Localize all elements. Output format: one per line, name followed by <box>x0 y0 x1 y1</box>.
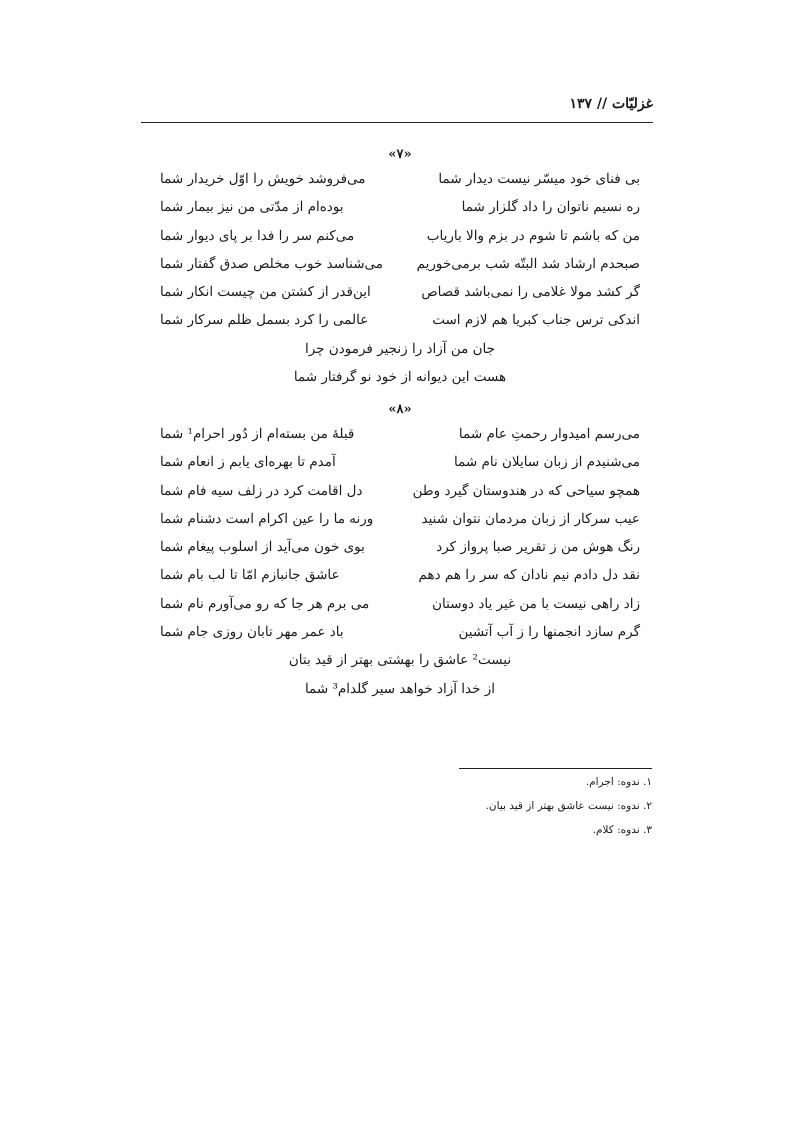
hemistich-right: عیب سرکار از زبان مردمان نتوان شنید <box>421 510 640 527</box>
couplet <box>160 165 640 193</box>
hemistich-left: آمدم تا بهره‌ای یابم ز انعام شما <box>160 454 336 471</box>
couplet <box>160 193 640 221</box>
hemistich-left: عاشق جانبازم امّا تا لب بام شما <box>160 567 340 584</box>
closing-hemistich: از خدا آزاد خواهد سیر گلدام³ شما <box>304 680 496 697</box>
hemistich-left: بوی خون می‌آید از اسلوب پیغام شما <box>160 539 365 556</box>
footnote: ۱. ندوه: اجرام. <box>585 776 652 788</box>
couplet <box>160 250 640 278</box>
hemistich-right: می‌شنیدم از زبان سایلان نام شما <box>453 454 640 471</box>
couplet <box>160 278 640 306</box>
hemistich-left: بوده‌ام از مدّتی من نیز بیمار شما <box>160 199 344 216</box>
hemistich-right: رنگ هوش من ز تقریر صبا پرواز کرد <box>436 539 640 556</box>
poem-number: «۷» <box>388 147 412 162</box>
hemistich-left: این‌قدر از کشتن من چیست انکار شما <box>160 284 371 301</box>
header-title: غزلیّات // ۱۳۷ <box>569 96 653 112</box>
couplet <box>160 222 640 250</box>
hemistich-left: می‌فروشد خویش را اوّل خریدار شما <box>160 171 366 187</box>
closing-hemistich: نیست² عاشق را بهشتی بهتر از قید بتان <box>288 652 512 669</box>
hemistich-right: اندکی ترس جناب کبریا هم لازم است <box>432 312 640 329</box>
footnotes <box>459 768 652 841</box>
footnote: ۲. ندوه: نیست عاشق بهتر از قید بیان. <box>485 800 652 812</box>
couplet <box>160 590 640 618</box>
closing-hemistich: جان من آزاد را زنجیر فرمودن چرا <box>304 340 496 357</box>
couplet <box>160 561 640 589</box>
hemistich-left: دل اقامت کرد در زلف سیه فام شما <box>160 482 363 499</box>
hemistich-right: گرم سازد انجمنها را ز آب آتشین <box>458 624 640 641</box>
hemistich-right: صبحدم ارشاد شد البتّه شب برمی‌خوریم <box>416 255 640 272</box>
hemistich-right: همچو سیاحی که در هندوستان گیرد وطن <box>412 482 640 499</box>
couplet <box>160 505 640 533</box>
hemistich-left: ورنه ما را عین اکرام است دشنام شما <box>160 510 374 527</box>
hemistich-right: بی فنای خود میسّر نیست دیدار شما <box>438 171 640 187</box>
hemistich-right: نقد دل دادم نیم نادان که سر را هم دهم <box>418 567 640 584</box>
couplet <box>160 477 640 505</box>
hemistich-left: قبلهٔ من بسته‌ام از دُور احرام¹ شما <box>160 426 355 442</box>
hemistich-right: زاد راهی نیست با من غیر یاد دوستان <box>432 595 640 612</box>
poem-7 <box>160 145 640 391</box>
couplet <box>160 618 640 646</box>
couplet <box>160 533 640 561</box>
hemistich-right: می‌رسم امیدوار رحمتِ عام شما <box>458 426 640 442</box>
couplet <box>160 448 640 476</box>
closing-hemistich: هست این دیوانه از خود نو گرفتار شما <box>293 369 507 386</box>
poem-8 <box>160 400 640 703</box>
running-header <box>141 96 653 123</box>
hemistich-left: می‌کنم سر را فدا بر پای دیوار شما <box>160 227 355 244</box>
footnote: ۳. ندوه: کلام. <box>592 824 652 836</box>
hemistich-left: عالمی را کرد بسمل ظلم سرکار شما <box>160 312 369 329</box>
hemistich-left: باد عمر مهر تابان روزی جام شما <box>160 624 344 641</box>
couplet <box>160 420 640 448</box>
poem-number: «۸» <box>388 402 412 417</box>
hemistich-right: ره نسیم ناتوان را داد گلزار شما <box>461 199 640 216</box>
hemistich-left: می‌شناسد خوب مخلص صدق گفتار شما <box>160 255 384 272</box>
couplet <box>160 306 640 334</box>
hemistich-right: گر کشد مولا غلامی را نمی‌باشد قصاص <box>421 284 640 301</box>
hemistich-left: می برم هر جا که رو می‌آورم نام شما <box>160 595 370 612</box>
hemistich-right: من که باشم تا شوم در بزم والا باریاب <box>426 227 640 244</box>
